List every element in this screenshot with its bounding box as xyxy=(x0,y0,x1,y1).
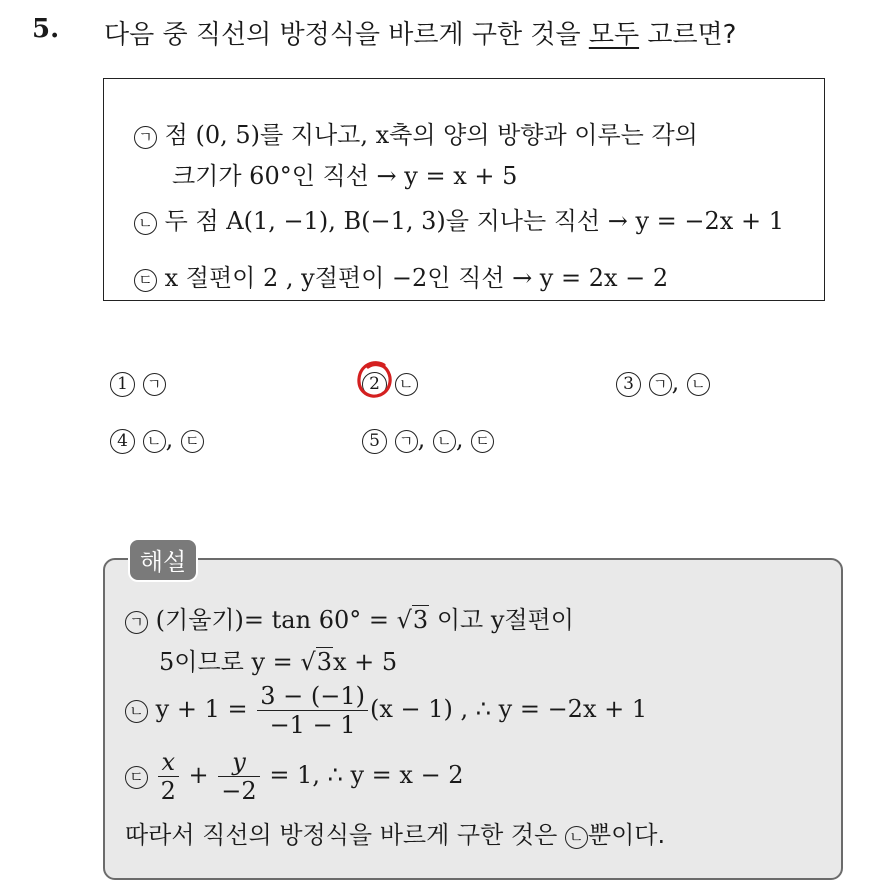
solution-l4-b: = 1, ∴ y = x − 2 xyxy=(261,761,464,789)
marker-nieun: ㄴ xyxy=(134,212,157,235)
choice-3-label-giyeok: ㄱ xyxy=(649,373,672,396)
sqrt-3b: √3 xyxy=(300,648,332,676)
marker-digeut: ㄷ xyxy=(134,269,157,292)
choice-4-number: 4 xyxy=(110,429,135,454)
solution-l5-b: 뿐이다. xyxy=(587,821,666,849)
solution-line-4 xyxy=(125,748,464,805)
choice-2-label: ㄴ xyxy=(395,373,418,396)
question-text-after: 고르면? xyxy=(639,20,737,50)
sqrt-3-radicand: 3 xyxy=(412,606,429,634)
solution-box xyxy=(103,558,843,880)
choice-3-number: 3 xyxy=(616,372,641,397)
question-text-underlined: 모두 xyxy=(588,20,640,50)
solution-marker-nieun: ㄴ xyxy=(125,700,148,723)
choice-3-label-nieun: ㄴ xyxy=(687,373,710,396)
slope-denominator: −1 − 1 xyxy=(269,711,356,739)
choice-1-number: 1 xyxy=(110,372,135,397)
solution-line-5 xyxy=(125,815,665,850)
statements-box xyxy=(103,78,825,301)
solution-marker-nieun-2: ㄴ xyxy=(565,826,588,849)
solution-line-3 xyxy=(125,682,647,739)
choice-4-labels: ㄴ , ㄷ xyxy=(143,425,204,453)
slope-fraction xyxy=(257,682,368,739)
solution-l4-plus: + xyxy=(180,761,217,789)
choice-4-label-nieun: ㄴ xyxy=(143,430,166,453)
solution-l2-a: 5이므로 y = xyxy=(159,648,301,676)
sqrt-3b-radicand: 3 xyxy=(316,648,332,676)
solution-l1-a: (기울기)= tan 60° = xyxy=(155,606,397,634)
solution-l2-b: x + 5 xyxy=(332,648,398,676)
choice-5-label-giyeok: ㄱ xyxy=(395,430,418,453)
choice-5[interactable] xyxy=(362,425,494,454)
choice-3[interactable] xyxy=(616,368,710,397)
solution-l5-a: 따라서 직선의 방정식을 바르게 구한 것은 xyxy=(125,821,565,849)
frac1-numerator: x xyxy=(158,748,179,777)
choice-5-label-nieun: ㄴ xyxy=(433,430,456,453)
selection-mark-icon xyxy=(354,359,396,401)
statement-2 xyxy=(134,201,784,236)
solution-marker-giyeok: ㄱ xyxy=(125,611,148,634)
choice-1-label: ㄱ xyxy=(143,373,166,396)
choice-3-labels: ㄱ , ㄴ xyxy=(649,368,710,396)
choice-5-number: 5 xyxy=(362,429,387,454)
solution-tab: 해설 xyxy=(128,538,198,582)
statement-2-text: 두 점 A(1, −1), B(−1, 3)을 지나는 직선 → y = −2x + 1 xyxy=(164,207,784,235)
frac2-numerator: y xyxy=(218,748,259,777)
statement-1-line1 xyxy=(134,115,698,150)
question-text xyxy=(104,14,736,51)
marker-giyeok: ㄱ xyxy=(134,126,157,149)
choice-1[interactable] xyxy=(110,368,166,397)
solution-line-1 xyxy=(125,600,574,635)
frac2-denominator: −2 xyxy=(221,777,257,805)
solution-l3-a: y + 1 = xyxy=(155,695,256,723)
sqrt-3: √3 xyxy=(396,606,429,634)
choice-4[interactable] xyxy=(110,425,204,454)
solution-line-2 xyxy=(159,642,397,677)
statement-1-line2: 크기가 60°인 직선 → y = x + 5 xyxy=(172,162,518,190)
choice-5-label-digeut: ㄷ xyxy=(471,430,494,453)
choice-2-number: 2 xyxy=(362,372,387,397)
solution-l3-b: (x − 1) , ∴ y = −2x + 1 xyxy=(369,695,648,723)
y-over-minus2-fraction xyxy=(218,748,259,805)
frac1-denominator: 2 xyxy=(160,777,176,805)
question-text-before: 다음 중 직선의 방정식을 바르게 구한 것을 xyxy=(104,20,589,50)
solution-marker-digeut: ㄷ xyxy=(125,766,148,789)
statement-3 xyxy=(134,258,668,293)
slope-numerator: 3 − (−1) xyxy=(257,682,368,711)
statement-3-text: x 절편이 2 , y절편이 −2인 직선 → y = 2x − 2 xyxy=(164,264,669,292)
choice-5-labels: ㄱ , ㄴ , ㄷ xyxy=(395,425,495,453)
question-number: 5. xyxy=(32,14,60,44)
solution-l1-b: 이고 y절편이 xyxy=(429,606,574,634)
statement-1-text1: 점 (0, 5)를 지나고, x축의 양의 방향과 이루는 각의 xyxy=(164,121,698,149)
x-over-2-fraction xyxy=(158,748,179,805)
choice-4-label-digeut: ㄷ xyxy=(181,430,204,453)
